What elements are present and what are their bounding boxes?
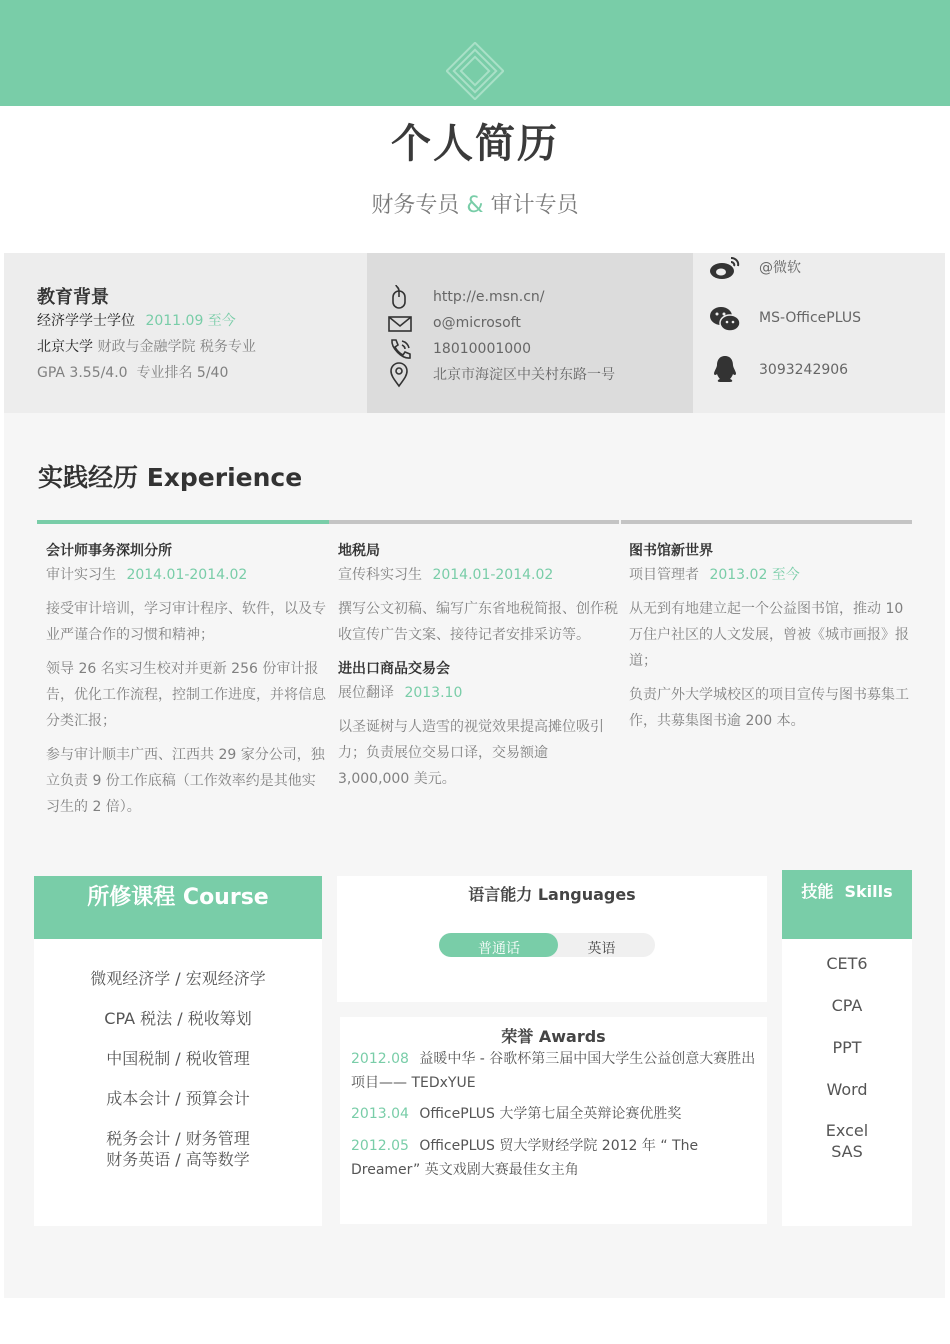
page-subtitle xyxy=(0,188,950,219)
education-panel xyxy=(4,253,367,413)
org-name: 地税局 xyxy=(338,543,380,559)
skill-item: CPA xyxy=(831,996,863,1015)
award-item xyxy=(351,1134,757,1182)
skill-item: Excel xyxy=(825,1121,869,1140)
skill-item: SAS xyxy=(831,1142,863,1161)
role: 审计实习生 xyxy=(46,567,116,583)
education-heading: 教育背景 xyxy=(37,287,109,308)
degree-line xyxy=(37,308,236,334)
skills-heading: 技能 Skills xyxy=(782,870,912,939)
school: 北京大学 xyxy=(37,339,93,355)
course-line: 税务会计 / 财务管理 xyxy=(106,1129,250,1148)
course-card xyxy=(34,876,322,1226)
experience-paragraph: 从无到有地建立起一个公益图书馆，推动 10 万住户社区的人文发展，曾被《城市画报》报道； xyxy=(629,601,909,669)
page-title: 个人简历 xyxy=(391,121,559,167)
awards-heading: 荣誉 Awards xyxy=(501,1027,606,1046)
awards-card xyxy=(340,1017,767,1224)
weibo-icon xyxy=(709,255,741,281)
experience-paragraph: 参与审计顺丰广西、江西共 29 家分公司，独立负责 9 份工作底稿（工作效率约是其他实习生的 2 倍）。 xyxy=(46,747,325,815)
contact-email[interactable] xyxy=(433,310,521,336)
course-line: 微观经济学 / 宏观经济学 xyxy=(90,969,266,988)
envelope-icon xyxy=(388,310,412,336)
period: 2014.01-2014.02 xyxy=(432,567,554,583)
role-line xyxy=(46,562,326,588)
role: 展位翻译 xyxy=(338,685,394,701)
course-line: 成本会计 / 预算会计 xyxy=(106,1089,250,1108)
role-line-2 xyxy=(338,680,618,706)
subtitle-role-2: 审计专员 xyxy=(490,193,579,218)
weibo-handle: @微软 xyxy=(759,260,801,276)
skill-item: PPT xyxy=(832,1038,862,1057)
major: 财政与金融学院 税务专业 xyxy=(97,339,256,355)
award-date: 2012.08 xyxy=(351,1051,409,1067)
role: 宣传科实习生 xyxy=(338,567,422,583)
experience-paragraph: 负责广外大学城校区的项目宣传与图书募集工作，共募集图书逾 200 本。 xyxy=(629,687,909,729)
email-text[interactable]: o@microsoft xyxy=(433,315,521,331)
subtitle-role-1: 财务专员 xyxy=(371,193,460,218)
experience-paragraph: 撰写公文初稿、编写广东省地税简报、创作税收宣传广告文案、接待记者安排采访等。 xyxy=(338,601,618,643)
award-text: 益暖中华 - 谷歌杯第三届中国大学生公益创意大赛胜出项目—— TEDxYUE xyxy=(351,1051,756,1091)
award-item xyxy=(351,1102,757,1126)
experience-paragraph: 领导 26 名实习生校对并更新 256 份审计报告，优化工作流程，控制工作进度，并将信息分类汇报； xyxy=(46,661,326,729)
degree-period: 2011.09 至今 xyxy=(145,313,236,329)
role-line xyxy=(629,562,909,588)
period: 2014.01-2014.02 xyxy=(126,567,248,583)
award-item xyxy=(351,1047,757,1095)
course-line: 财务英语 / 高等数学 xyxy=(106,1150,250,1169)
org-name: 会计师事务深圳分所 xyxy=(46,543,172,559)
phone-text[interactable]: 18010001000 xyxy=(433,341,531,357)
course-line: CPA 税法 / 税收筹划 xyxy=(104,1009,252,1028)
org-name-2: 进出口商品交易会 xyxy=(338,661,450,677)
school-line xyxy=(37,334,256,360)
award-text: OfficePLUS 贸大学财经学院 2012 年 “ The Dreamer” 英文戏剧大赛最佳女主角 xyxy=(351,1138,699,1178)
experience-paragraph: 接受审计培训，学习审计程序、软件，以及专业严谨合作的习惯和精神； xyxy=(46,601,326,643)
language-2: 英语 xyxy=(587,941,616,957)
experience-col-1 xyxy=(46,520,326,820)
period: 2013.02 至今 xyxy=(709,567,800,583)
contact-panel xyxy=(367,253,693,413)
wechat-id: MS-OfficePLUS xyxy=(759,310,861,326)
award-date: 2013.04 xyxy=(351,1106,409,1122)
experience-paragraph: 以圣诞树与人造雪的视觉效果提高摊位吸引力；负责展位交易口译，交易额逾 3,000,000 美元。 xyxy=(338,719,604,787)
skill-item: Word xyxy=(826,1080,868,1099)
qq-icon xyxy=(711,355,739,383)
role: 项目管理者 xyxy=(629,567,699,583)
experience-col-2 xyxy=(338,520,618,792)
award-text: OfficePLUS 大学第七届全英辩论赛优胜奖 xyxy=(419,1106,682,1122)
phone-icon xyxy=(388,336,412,362)
org-name: 图书馆新世界 xyxy=(629,543,713,559)
degree: 经济学学士学位 xyxy=(37,313,135,329)
website-text[interactable]: http://e.msn.cn/ xyxy=(433,289,545,305)
languages-card xyxy=(337,876,767,1002)
address-text: 北京市海淀区中关村东路一号 xyxy=(433,367,615,383)
skill-item: CET6 xyxy=(826,954,868,973)
contact-phone[interactable] xyxy=(433,336,531,362)
qq-number: 3093242906 xyxy=(759,362,849,378)
social-panel xyxy=(693,253,945,413)
skills-card xyxy=(782,870,912,1226)
course-heading: 所修课程 Course xyxy=(34,876,322,939)
award-date: 2012.05 xyxy=(351,1138,409,1154)
contact-website[interactable] xyxy=(433,284,545,310)
gpa: GPA 3.55/4.0 专业排名 5/40 xyxy=(37,365,229,381)
diamond-logo-icon xyxy=(446,42,504,100)
contact-address xyxy=(433,362,615,388)
languages-heading: 语言能力 Languages xyxy=(468,885,636,904)
role-line xyxy=(338,562,618,588)
period: 2013.10 xyxy=(404,685,463,701)
location-pin-icon xyxy=(388,362,410,388)
mouse-icon xyxy=(388,284,410,310)
experience-col-3 xyxy=(629,520,909,734)
experience-heading: 实践经历 Experience xyxy=(38,463,303,492)
wechat-icon xyxy=(709,305,741,333)
language-1: 普通话 xyxy=(478,941,520,957)
course-line: 中国税制 / 税收管理 xyxy=(106,1049,250,1068)
subtitle-ampersand: & xyxy=(466,193,484,218)
